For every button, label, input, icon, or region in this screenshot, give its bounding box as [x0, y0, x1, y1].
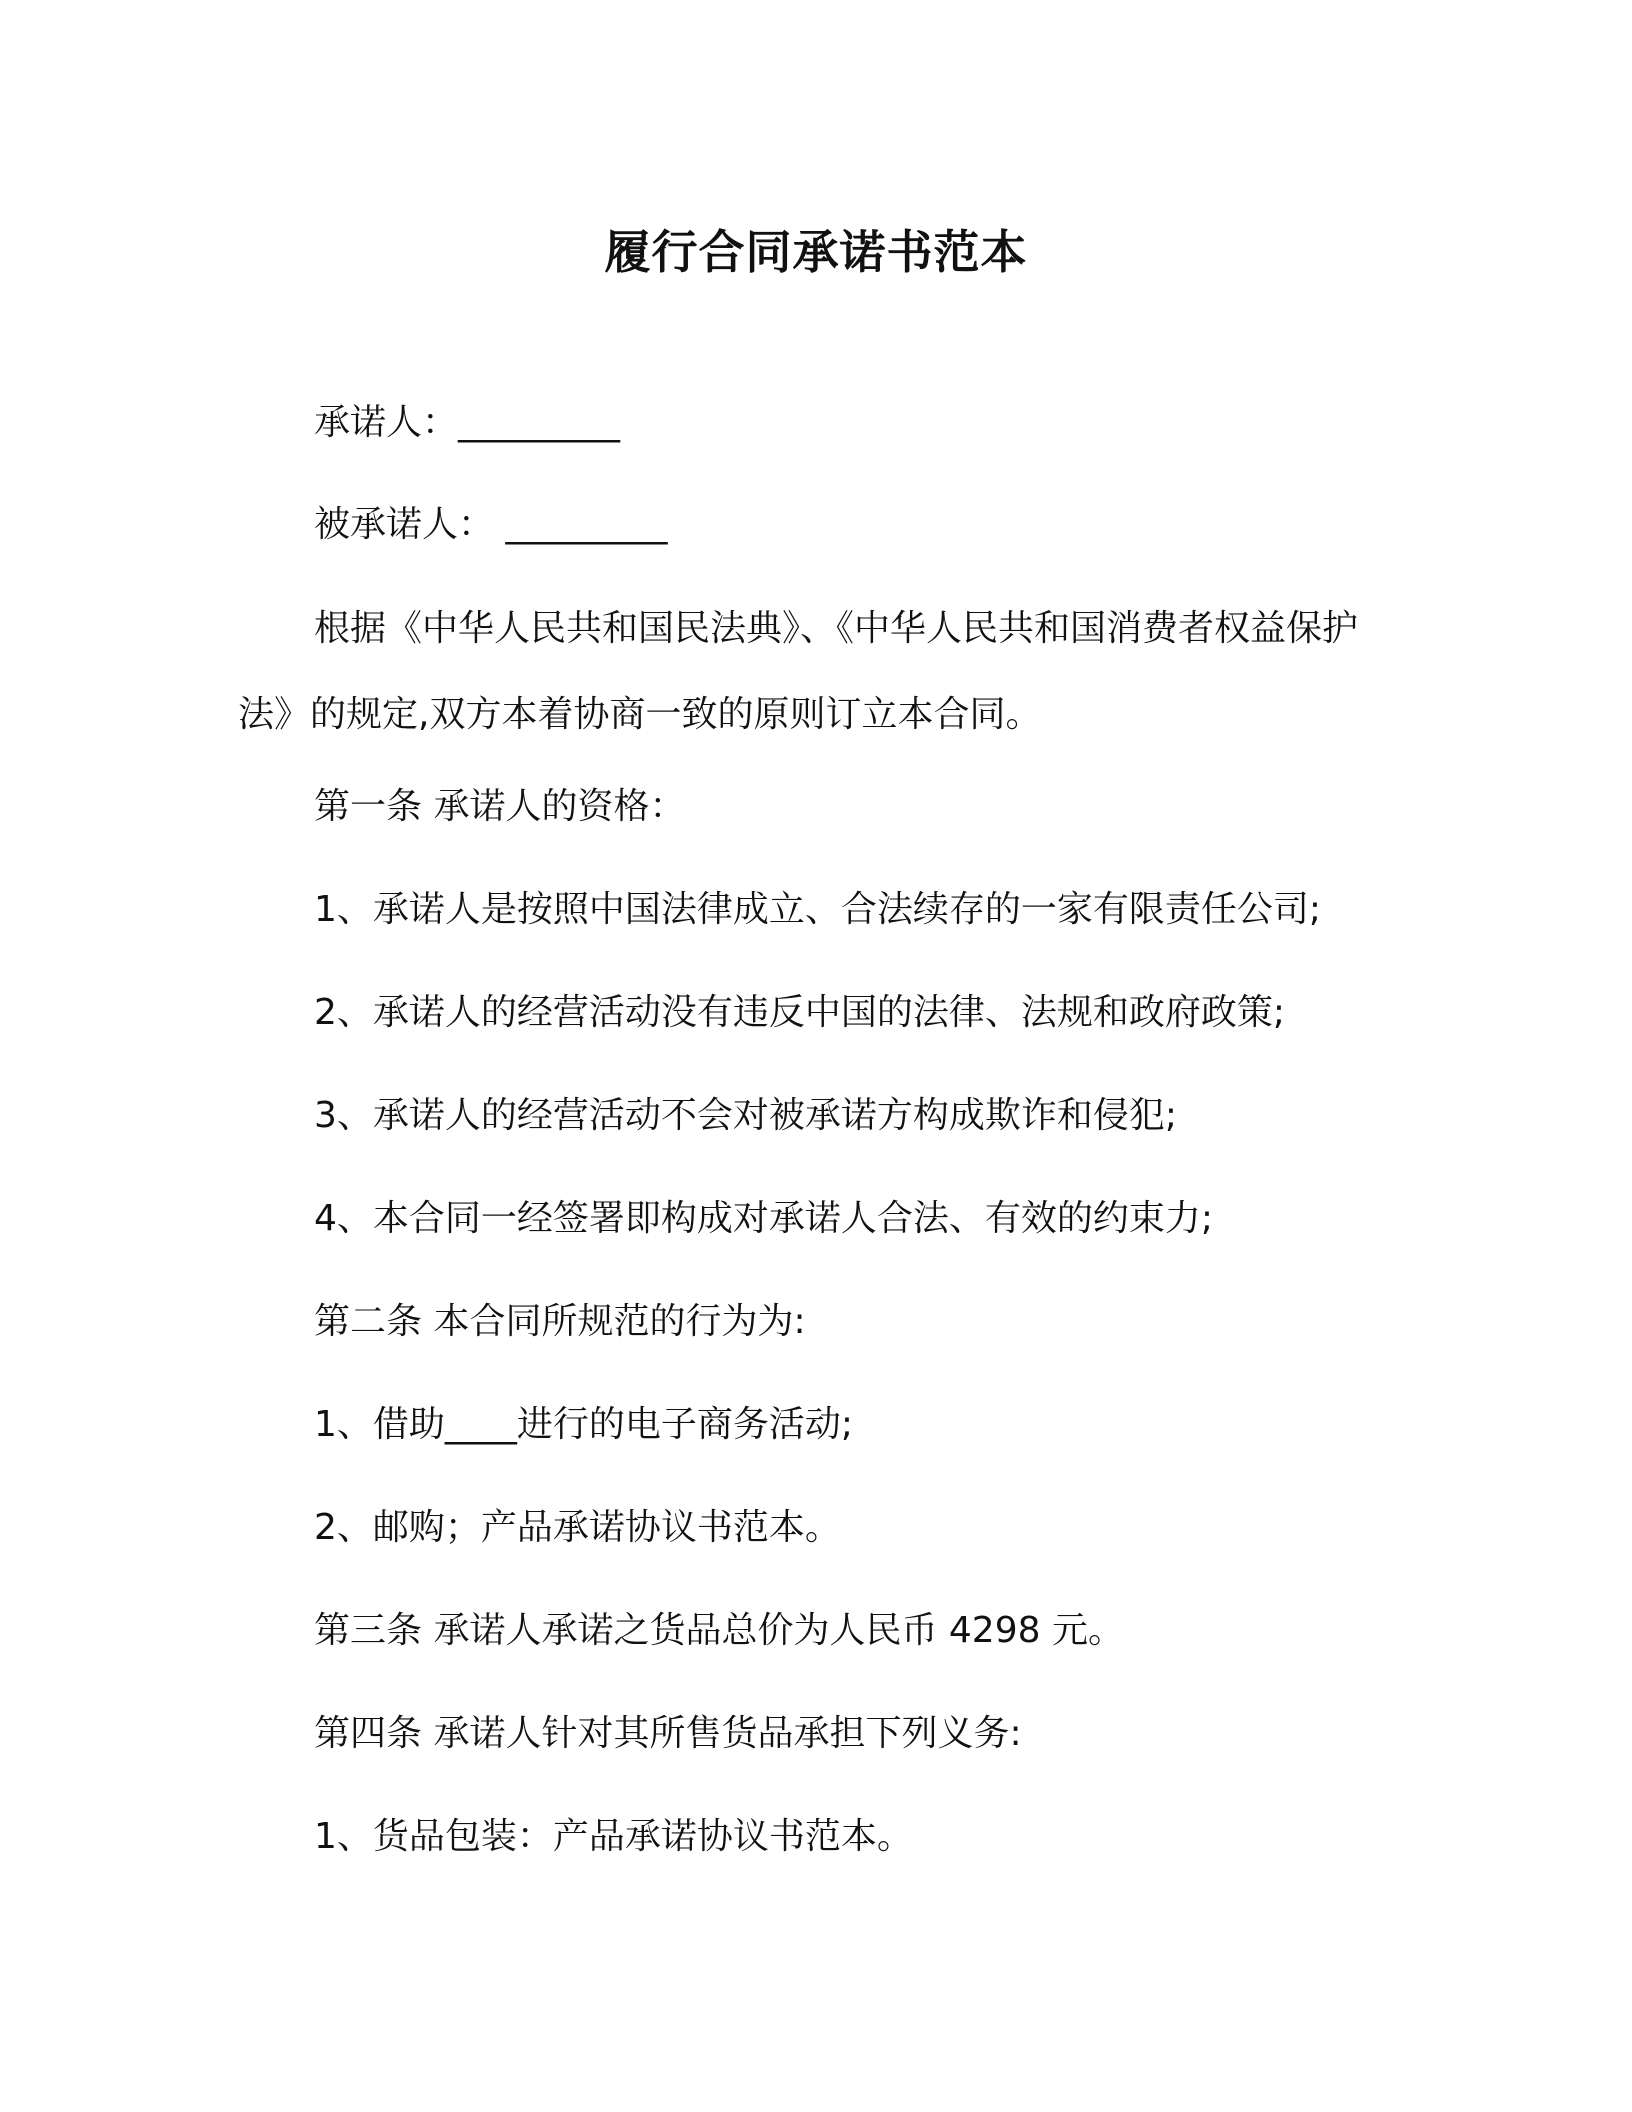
- article-1-item-4: 4、本合同一经签署即构成对承诺人合法、有效的约束力;: [314, 1198, 1214, 1239]
- article-1-item-2: 2、承诺人的经营活动没有违反中国的法律、法规和政府政策;: [314, 992, 1286, 1033]
- promisor-line: 承诺人：_________: [314, 402, 621, 443]
- article-4-item-1: 1、货品包装：产品承诺协议书范本。: [314, 1816, 913, 1857]
- preamble-paragraph: 根据《中华人民共和国民法典》、《中华人民共和国消费者权益保护法》的规定,双方本着协商一致的原则订立本合同。: [238, 608, 1359, 735]
- article-2-item-1: 1、借助____进行的电子商务活动;: [314, 1404, 854, 1445]
- article-1-item-3: 3、承诺人的经营活动不会对被承诺方构成欺诈和侵犯;: [314, 1095, 1178, 1136]
- article-1-item-1: 1、承诺人是按照中国法律成立、合法续存的一家有限责任公司;: [314, 889, 1322, 930]
- article-4-heading: 第四条 承诺人针对其所售货品承担下列义务:: [314, 1713, 1022, 1754]
- article-1-heading: 第一条 承诺人的资格：: [314, 786, 686, 827]
- promisee-line: 被承诺人： _________: [314, 504, 668, 545]
- article-2-item-2: 2、邮购；产品承诺协议书范本。: [314, 1507, 841, 1548]
- article-3: 第三条 承诺人承诺之货品总价为人民币 4298 元。: [314, 1610, 1124, 1651]
- document-title: 履行合同承诺书范本: [604, 225, 1028, 279]
- article-2-heading: 第二条 本合同所规范的行为为:: [314, 1301, 806, 1342]
